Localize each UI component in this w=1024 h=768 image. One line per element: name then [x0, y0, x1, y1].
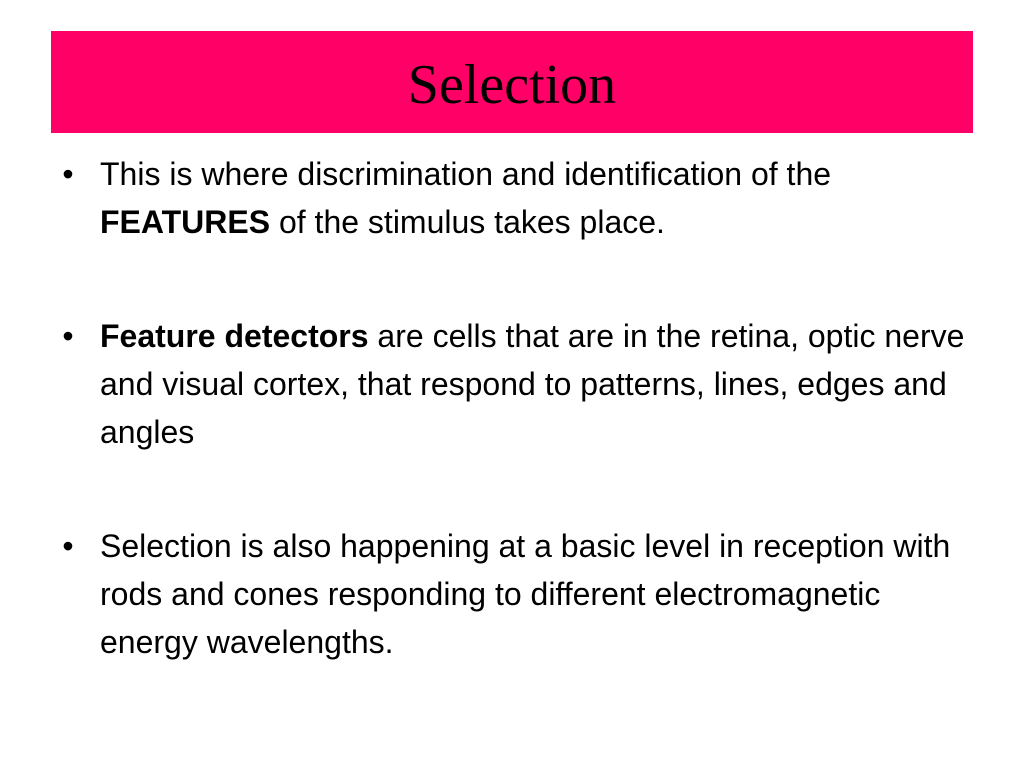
title-bar	[51, 31, 973, 133]
bullet-text-pre: Selection is also happening at a basic level in reception with rods and cones responding to different electromagnetic energy wavelengths.	[100, 528, 951, 660]
bullet-text-bold: Feature detectors	[100, 318, 369, 354]
bullet-text-pre: This is where discrimination and identification of the	[100, 156, 832, 192]
bullet-text	[100, 318, 964, 450]
bullet-text	[100, 156, 831, 240]
bullet-text-bold: FEATURES	[100, 204, 271, 240]
bullet-item	[58, 522, 978, 666]
bullet-text-post: are cells that are in the retina, optic nerve and visual cortex, that respond to patterns, lines, edges and angles	[100, 318, 965, 450]
bullet-icon: •	[62, 318, 74, 354]
bullet-text	[100, 528, 950, 660]
bullet-icon: •	[62, 156, 74, 192]
bullet-icon: •	[62, 528, 74, 564]
bullet-list	[58, 150, 978, 732]
bullet-item	[58, 312, 978, 456]
slide-title: Selection	[407, 54, 617, 116]
bullet-item	[58, 150, 978, 246]
bullet-text-post: of the stimulus takes place.	[270, 204, 665, 240]
